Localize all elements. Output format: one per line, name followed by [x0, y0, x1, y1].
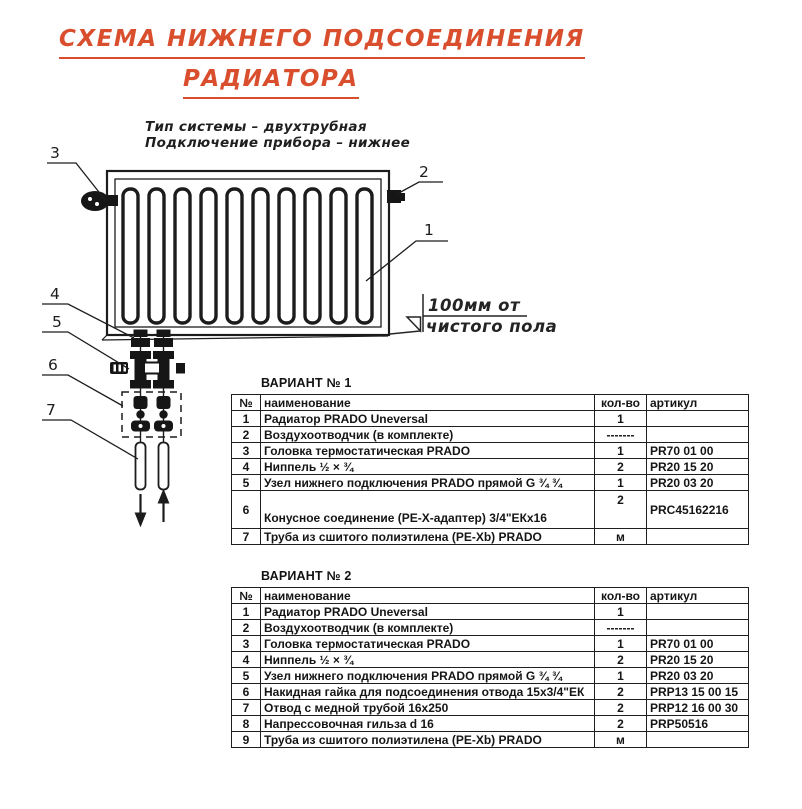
- page-title-line2: РАДИАТОРА: [183, 66, 359, 99]
- callout-5-label: 5: [52, 313, 62, 331]
- system-type-line1: Тип системы – двухтрубная: [145, 119, 367, 135]
- part-num-cell: 4: [232, 652, 261, 668]
- part-qty-cell: м: [595, 732, 647, 748]
- part-name-cell: Труба из сшитого полиэтилена (PE-Xb) PRADO: [261, 529, 595, 545]
- part-qty-cell: 2: [595, 652, 647, 668]
- part-num-cell: 7: [232, 529, 261, 545]
- part-qty-cell: 1: [595, 475, 647, 491]
- floor-note-line1: 100мм от: [428, 296, 521, 315]
- part-article-cell: PRC45162216: [647, 491, 749, 529]
- header-article: артикул: [647, 588, 749, 604]
- header-num: №: [232, 395, 261, 411]
- part-num-cell: 1: [232, 604, 261, 620]
- part-num-cell: 8: [232, 716, 261, 732]
- part-qty-cell: -------: [595, 427, 647, 443]
- part-num-cell: 6: [232, 491, 261, 529]
- table-row: [232, 700, 749, 716]
- table-row: [232, 427, 749, 443]
- variant-1-caption: ВАРИАНТ № 1: [261, 376, 352, 390]
- table-header-row: [232, 588, 749, 604]
- table-header-row: [232, 395, 749, 411]
- callout-3-label: 3: [50, 144, 60, 162]
- part-num-cell: 3: [232, 443, 261, 459]
- part-article-cell: PR70 01 00: [647, 443, 749, 459]
- table-row: [232, 475, 749, 491]
- table-row: [232, 491, 749, 529]
- part-qty-cell: 1: [595, 668, 647, 684]
- part-article-cell: [647, 529, 749, 545]
- part-num-cell: 6: [232, 684, 261, 700]
- part-article-cell: PR20 03 20: [647, 668, 749, 684]
- part-num-cell: 5: [232, 668, 261, 684]
- flow-up-arrow: [158, 490, 168, 503]
- part-name-cell: Радиатор PRADO Uneversal: [261, 411, 595, 427]
- part-qty-cell: 2: [595, 716, 647, 732]
- callout-1-label: 1: [424, 221, 434, 239]
- part-qty-cell: м: [595, 529, 647, 545]
- part-name-cell: Радиатор PRADO Uneversal: [261, 604, 595, 620]
- flow-arrows: [135, 490, 168, 526]
- variant-2-block: [231, 569, 749, 748]
- table-row: [232, 620, 749, 636]
- air-vent: [387, 190, 405, 203]
- callout-6-label: 6: [48, 356, 58, 374]
- table-row: [232, 411, 749, 427]
- part-num-cell: 9: [232, 732, 261, 748]
- part-article-cell: [647, 620, 749, 636]
- part-qty-cell: 1: [595, 411, 647, 427]
- part-qty-cell: 2: [595, 491, 647, 529]
- part-num-cell: 1: [232, 411, 261, 427]
- part-qty-cell: 2: [595, 684, 647, 700]
- variant-2-table: [231, 587, 749, 748]
- callout-7-label: 7: [46, 401, 56, 419]
- part-name-cell: Конусное соединение (PE-X-адаптер) 3/4"ЕКх16: [261, 491, 595, 529]
- header-qty: кол-во: [595, 588, 647, 604]
- table-row: [232, 459, 749, 475]
- part-article-cell: PRP50516: [647, 716, 749, 732]
- bottom-connection-unit: [110, 351, 185, 389]
- part-num-cell: 2: [232, 427, 261, 443]
- part-article-cell: PRP13 15 00 15: [647, 684, 749, 700]
- part-qty-cell: -------: [595, 620, 647, 636]
- part-name-cell: Ниппель ½ × ¾: [261, 459, 595, 475]
- table-row: [232, 684, 749, 700]
- table-row: [232, 443, 749, 459]
- header-article: артикул: [647, 395, 749, 411]
- part-article-cell: [647, 411, 749, 427]
- header-num: №: [232, 588, 261, 604]
- part-qty-cell: 1: [595, 636, 647, 652]
- table-row: [232, 716, 749, 732]
- part-article-cell: PRP12 16 00 30: [647, 700, 749, 716]
- part-article-cell: PR70 01 00: [647, 636, 749, 652]
- variant-2-caption: ВАРИАНТ № 2: [261, 569, 352, 583]
- variant-1-block: [231, 376, 749, 545]
- part-name-cell: Ниппель ½ × ¾: [261, 652, 595, 668]
- part-qty-cell: 2: [595, 700, 647, 716]
- part-name-cell: Узел нижнего подключения PRADO прямой G ¾ ¾: [261, 668, 595, 684]
- variant-1-table: [231, 394, 749, 545]
- part-name-cell: Головка термостатическая PRADO: [261, 636, 595, 652]
- part-qty-cell: 1: [595, 443, 647, 459]
- part-article-cell: PR20 15 20: [647, 459, 749, 475]
- page-title-line1: СХЕМА НИЖНЕГО ПОДСОЕДИНЕНИЯ: [59, 26, 585, 59]
- part-num-cell: 4: [232, 459, 261, 475]
- callout-2-label: 2: [419, 163, 429, 181]
- table-row: [232, 529, 749, 545]
- part-qty-cell: 2: [595, 459, 647, 475]
- callout-4-label: 4: [50, 285, 60, 303]
- system-type-line2: Подключение прибора – нижнее: [145, 135, 411, 151]
- part-article-cell: [647, 427, 749, 443]
- part-article-cell: PR20 15 20: [647, 652, 749, 668]
- table-row: [232, 636, 749, 652]
- part-num-cell: 5: [232, 475, 261, 491]
- part-num-cell: 7: [232, 700, 261, 716]
- part-qty-cell: 1: [595, 604, 647, 620]
- table-row: [232, 732, 749, 748]
- table-row: [232, 604, 749, 620]
- pex-pipes: [136, 443, 169, 490]
- table-row: [232, 652, 749, 668]
- part-article-cell: PR20 03 20: [647, 475, 749, 491]
- header-name: наименование: [261, 395, 595, 411]
- part-article-cell: [647, 604, 749, 620]
- part-num-cell: 3: [232, 636, 261, 652]
- part-name-cell: Узел нижнего подключения PRADO прямой G ¾ ¾: [261, 475, 595, 491]
- part-num-cell: 2: [232, 620, 261, 636]
- radiator-panel: [102, 171, 389, 340]
- part-name-cell: Накидная гайка для подсоединения отвода 15х3/4"ЕК: [261, 684, 595, 700]
- header-name: наименование: [261, 588, 595, 604]
- part-name-cell: Головка термостатическая PRADO: [261, 443, 595, 459]
- part-article-cell: [647, 732, 749, 748]
- header-qty: кол-во: [595, 395, 647, 411]
- part-name-cell: Напрессовочная гильза d 16: [261, 716, 595, 732]
- table-row: [232, 668, 749, 684]
- part-name-cell: Отвод с медной трубой 16х250: [261, 700, 595, 716]
- part-name-cell: Труба из сшитого полиэтилена (PE-Xb) PRADO: [261, 732, 595, 748]
- pex-adapter-box: [122, 392, 181, 437]
- flow-down-arrow: [135, 513, 145, 526]
- part-name-cell: Воздухоотводчик (в комплекте): [261, 427, 595, 443]
- part-name-cell: Воздухоотводчик (в комплекте): [261, 620, 595, 636]
- floor-note-line2: чистого пола: [426, 317, 558, 336]
